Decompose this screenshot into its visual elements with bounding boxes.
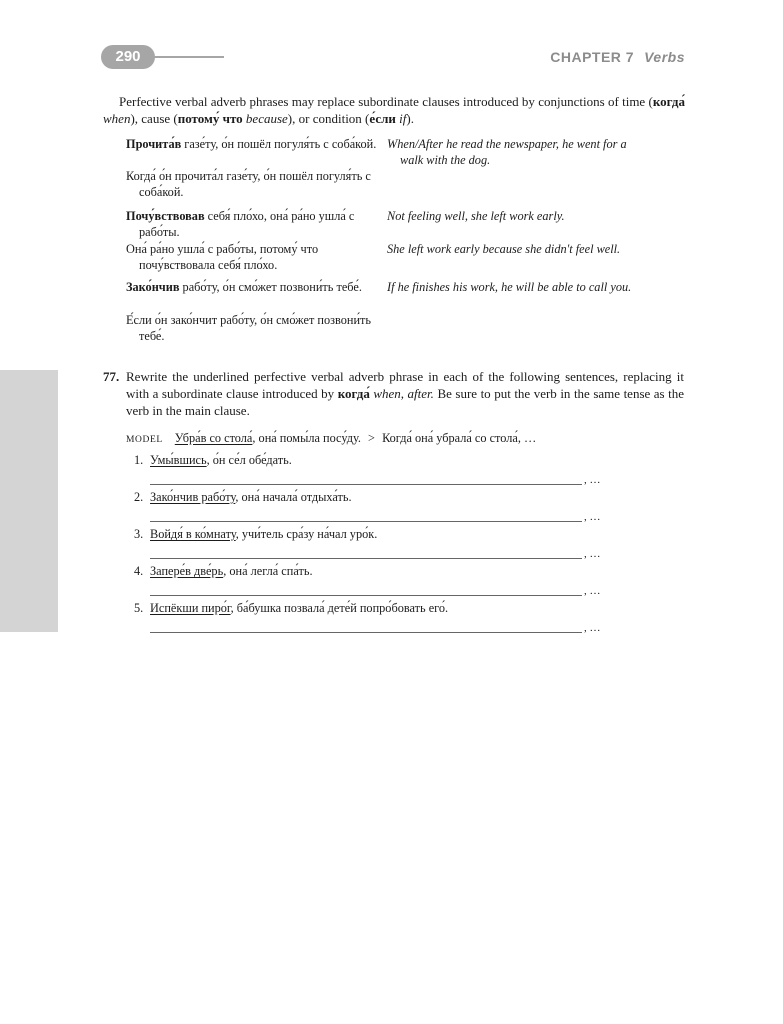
intro-paragraph bbox=[103, 93, 685, 127]
example-2-clause-translation: She left work early because she didn't feel well. bbox=[387, 242, 621, 256]
model-label: MODEL bbox=[126, 435, 163, 445]
exercise-item-5 bbox=[134, 600, 448, 616]
answer-blank-4[interactable] bbox=[150, 595, 582, 596]
chapter-heading bbox=[550, 49, 685, 65]
intro-text: ). bbox=[406, 111, 414, 126]
example-3-clause: Е́сли о́н зако́нчит рабо́ту, о́н смо́жет позвони́ть тебе́. bbox=[126, 313, 372, 343]
model-underlined-phrase: Убра́в со стола́ bbox=[174, 431, 253, 445]
example-3-rest: рабо́ту, о́н смо́жет позвони́ть тебе́. bbox=[179, 280, 362, 294]
chapter-number: CHAPTER 7 bbox=[550, 49, 635, 65]
header-rule bbox=[150, 56, 224, 58]
intro-text: Perfective verbal adverb phrases may replace subordinate clauses introduced by conjunctions of time ( bbox=[119, 94, 653, 109]
example-1-rest: газе́ту, о́н пошёл погуля́ть с соба́кой. bbox=[181, 137, 377, 151]
exercise-item-1 bbox=[134, 452, 292, 468]
item-number: 3. bbox=[134, 527, 144, 541]
item-number: 4. bbox=[134, 564, 144, 578]
page-number-badge: 290 bbox=[101, 45, 155, 69]
item-underlined-phrase: Зако́нчив рабо́ту bbox=[150, 490, 236, 504]
example-2-rest: себя́ пло́хо, она́ ра́но ушла́ с рабо́ты. bbox=[139, 209, 355, 239]
example-2-adverb bbox=[126, 208, 379, 240]
answer-end-5: , … bbox=[584, 622, 601, 634]
example-1-adverb bbox=[126, 136, 379, 152]
intro-potomu-chto: потому́ что bbox=[177, 111, 243, 126]
item-underlined-phrase: Умы́вшись bbox=[150, 453, 207, 467]
example-1-head: Прочита́в bbox=[126, 137, 182, 151]
exercise-text: Rewrite the underlined perfective verbal adverb phrase in each of the following sentences, replacing it with a subordinate clause introduced by bbox=[126, 369, 684, 401]
exercise-item-4 bbox=[134, 563, 313, 579]
answer-blank-3[interactable] bbox=[150, 558, 582, 559]
side-thumb-tab bbox=[0, 370, 58, 632]
example-2-clause: Она́ ра́но ушла́ с рабо́ты, потому́ что почу́вствовала себя́ пло́хо. bbox=[126, 242, 319, 272]
item-rest: , учи́тель сра́зу на́чал уро́к. bbox=[235, 527, 378, 541]
answer-end-4: , … bbox=[584, 585, 601, 597]
item-number: 1. bbox=[134, 453, 144, 467]
answer-end-3: , … bbox=[584, 548, 601, 560]
example-3-translation: If he finishes his work, he will be able to call you. bbox=[387, 280, 632, 294]
model-arrow: > bbox=[368, 431, 375, 445]
example-1-translation: When/After he read the newspaper, he went for a walk with the dog. bbox=[387, 137, 627, 167]
intro-text: ), or condition ( bbox=[287, 111, 370, 126]
example-3-head: Зако́нчив bbox=[126, 280, 180, 294]
exercise-item-3 bbox=[134, 526, 377, 542]
answer-blank-5[interactable] bbox=[150, 632, 582, 633]
item-number: 5. bbox=[134, 601, 144, 615]
item-underlined-phrase: Испёкши пиро́г bbox=[150, 601, 231, 615]
model-rest: , она́ помы́ла посу́ду. bbox=[252, 431, 361, 445]
exercise-gloss: when, after. bbox=[373, 386, 434, 401]
answer-end-2: , … bbox=[584, 511, 601, 523]
exercise-number: 77. bbox=[103, 369, 120, 384]
item-rest: , она́ начала́ отдыха́ть. bbox=[235, 490, 352, 504]
item-underlined-phrase: Войдя́ в ко́мнату bbox=[150, 527, 236, 541]
model-answer: Когда́ она́ убрала́ со стола́, … bbox=[382, 431, 537, 445]
exercise-text: Be sure to put the verb in the same tense as the verb in the main clause. bbox=[126, 386, 685, 418]
intro-if: if bbox=[399, 111, 407, 126]
example-2-translation: Not feeling well, she left work early. bbox=[387, 209, 565, 223]
item-underlined-phrase: Запере́в две́рь bbox=[150, 564, 224, 578]
example-2-head: Почу́вствовав bbox=[126, 209, 205, 223]
intro-when: when bbox=[103, 111, 131, 126]
example-3-adverb bbox=[126, 279, 379, 295]
item-rest: , о́н се́л обе́дать. bbox=[206, 453, 292, 467]
exercise-item-2 bbox=[134, 489, 352, 505]
answer-blank-2[interactable] bbox=[150, 521, 582, 522]
item-rest: , она́ легла́ спа́ть. bbox=[223, 564, 313, 578]
chapter-title: Verbs bbox=[644, 49, 685, 65]
intro-text: ), cause ( bbox=[130, 111, 178, 126]
intro-kogda: когда́ bbox=[652, 94, 685, 109]
exercise-kogda: когда́ bbox=[337, 386, 370, 401]
item-rest: , ба́бушка позвала́ дете́й попро́бовать его́. bbox=[230, 601, 449, 615]
item-number: 2. bbox=[134, 490, 144, 504]
example-1-clause: Когда́ о́н прочита́л газе́ту, о́н пошёл погуля́ть с соба́кой. bbox=[126, 169, 371, 199]
model-example bbox=[126, 430, 536, 448]
intro-esli: е́сли bbox=[369, 111, 396, 126]
intro-because: because bbox=[245, 111, 288, 126]
answer-end-1: , … bbox=[584, 474, 601, 486]
exercise-instructions bbox=[126, 368, 684, 419]
answer-blank-1[interactable] bbox=[150, 484, 582, 485]
